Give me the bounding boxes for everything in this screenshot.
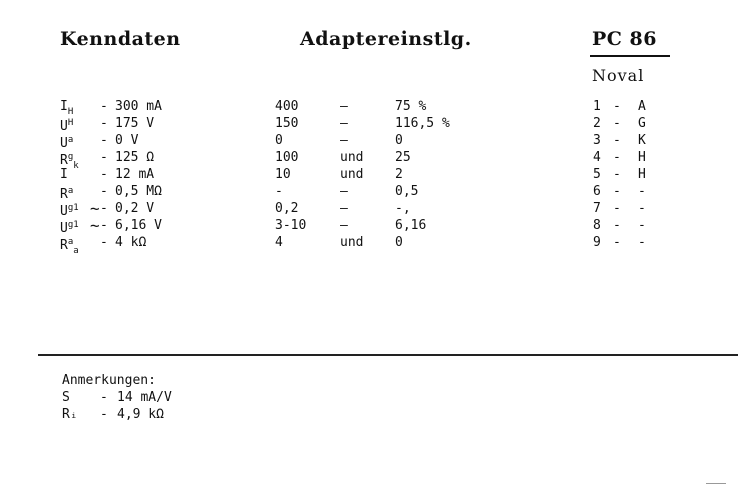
adapter-setting-2: 116,5 % bbox=[395, 116, 450, 131]
adapter-connector: und bbox=[340, 150, 364, 165]
note-equals: - bbox=[100, 390, 108, 405]
adapter-setting-1: 4 bbox=[275, 235, 283, 250]
parameter-row bbox=[0, 115, 750, 132]
symbol-superscript: g bbox=[67, 152, 74, 162]
pin-number: 8 bbox=[593, 218, 601, 233]
socket-type: Noval bbox=[592, 66, 645, 85]
adapter-connector: und bbox=[340, 235, 364, 250]
parameter-row bbox=[0, 166, 750, 183]
parameter-value: 6,16 V bbox=[115, 218, 162, 233]
symbol-base: U bbox=[60, 204, 68, 219]
adapter-connector: — bbox=[340, 218, 348, 233]
pin-number: 6 bbox=[593, 184, 601, 199]
pin-number: 2 bbox=[593, 116, 601, 131]
pin-label: A bbox=[638, 99, 646, 114]
adapter-setting-1: 150 bbox=[275, 116, 299, 131]
pin-label: H bbox=[638, 150, 646, 165]
adapter-setting-1: 400 bbox=[275, 99, 299, 114]
symbol-base: R bbox=[60, 238, 68, 253]
adapter-setting-1: 100 bbox=[275, 150, 299, 165]
adapter-setting-2: 6,16 bbox=[395, 218, 427, 233]
parameter-row bbox=[0, 200, 750, 217]
parameter-value: 4 kΩ bbox=[115, 235, 147, 250]
adapter-setting-2: 25 bbox=[395, 150, 411, 165]
note-value: 4,9 kΩ bbox=[117, 407, 164, 422]
symbol-base: U bbox=[60, 119, 68, 134]
pin-label: K bbox=[638, 133, 646, 148]
parameter-value: 125 Ω bbox=[115, 150, 155, 165]
symbol-subscript: H bbox=[67, 107, 74, 117]
pin-equals: - bbox=[613, 167, 621, 182]
symbol-base: U bbox=[60, 136, 68, 151]
heading-tube-type: PC 86 bbox=[592, 28, 657, 50]
symbol-superscript: g1 bbox=[67, 220, 79, 230]
adapter-setting-1: 10 bbox=[275, 167, 291, 182]
section-divider bbox=[38, 354, 738, 356]
adapter-setting-1: 0,2 bbox=[275, 201, 299, 216]
tube-type-underline bbox=[590, 55, 670, 57]
symbol-superscript: a bbox=[67, 186, 74, 196]
pin-equals: - bbox=[613, 201, 621, 216]
equals-sign: - bbox=[100, 167, 108, 182]
pin-number: 4 bbox=[593, 150, 601, 165]
pin-equals: - bbox=[613, 235, 621, 250]
pin-label: - bbox=[638, 218, 646, 233]
notes-title: Anmerkungen: bbox=[62, 373, 156, 388]
parameter-row bbox=[0, 98, 750, 115]
pin-equals: - bbox=[613, 150, 621, 165]
equals-sign: - bbox=[100, 116, 108, 131]
equals-sign: - bbox=[100, 218, 108, 233]
parameter-row bbox=[0, 132, 750, 149]
ac-tilde: ~ bbox=[90, 199, 100, 218]
adapter-setting-2: 0 bbox=[395, 235, 403, 250]
equals-sign: - bbox=[100, 184, 108, 199]
pin-equals: - bbox=[613, 184, 621, 199]
pin-number: 7 bbox=[593, 201, 601, 216]
pin-label: - bbox=[638, 184, 646, 199]
parameter-row bbox=[0, 183, 750, 200]
note-value: 14 mA/V bbox=[117, 390, 172, 405]
equals-sign: - bbox=[100, 150, 108, 165]
symbol-base: R bbox=[60, 153, 68, 168]
adapter-setting-1: 0 bbox=[275, 133, 283, 148]
adapter-connector: — bbox=[340, 99, 348, 114]
parameter-value: 300 mA bbox=[115, 99, 162, 114]
equals-sign: - bbox=[100, 133, 108, 148]
equals-sign: - bbox=[100, 99, 108, 114]
adapter-setting-1: 3-10 bbox=[275, 218, 307, 233]
parameter-row bbox=[0, 234, 750, 256]
pin-equals: - bbox=[613, 99, 621, 114]
pin-equals: - bbox=[613, 116, 621, 131]
ac-tilde: ~ bbox=[90, 216, 100, 235]
symbol-base: I bbox=[60, 167, 68, 182]
symbol-superscript: a bbox=[67, 135, 74, 145]
note-equals: - bbox=[100, 407, 108, 422]
symbol-base: R bbox=[60, 187, 68, 202]
pin-number: 1 bbox=[593, 99, 601, 114]
equals-sign: - bbox=[100, 201, 108, 216]
heading-kenndaten: Kenndaten bbox=[60, 28, 181, 50]
adapter-setting-2: 0,5 bbox=[395, 184, 419, 199]
parameter-row bbox=[0, 149, 750, 171]
parameter-value: 0,5 MΩ bbox=[115, 184, 162, 199]
pin-number: 9 bbox=[593, 235, 601, 250]
adapter-setting-2: 0 bbox=[395, 133, 403, 148]
symbol-subscript: a bbox=[73, 246, 79, 256]
adapter-setting-1: - bbox=[275, 184, 283, 199]
pin-number: 3 bbox=[593, 133, 601, 148]
symbol-subscript: k bbox=[73, 161, 79, 171]
pin-equals: - bbox=[613, 218, 621, 233]
parameter-symbol bbox=[60, 234, 79, 260]
parameter-value: 175 V bbox=[115, 116, 155, 131]
equals-sign: - bbox=[100, 235, 108, 250]
parameter-value: 12 mA bbox=[115, 167, 155, 182]
adapter-connector: und bbox=[340, 167, 364, 182]
parameter-value: 0 V bbox=[115, 133, 139, 148]
pin-label: G bbox=[638, 116, 646, 131]
pin-label: - bbox=[638, 201, 646, 216]
adapter-connector: — bbox=[340, 184, 348, 199]
adapter-setting-2: 75 % bbox=[395, 99, 427, 114]
note-symbol: S bbox=[62, 390, 70, 405]
symbol-superscript: g1 bbox=[67, 203, 79, 213]
adapter-connector: — bbox=[340, 201, 348, 216]
parameter-row bbox=[0, 217, 750, 234]
pin-label: H bbox=[638, 167, 646, 182]
pin-number: 5 bbox=[593, 167, 601, 182]
note-symbol: Rᵢ bbox=[62, 407, 78, 422]
stray-mark bbox=[706, 483, 726, 484]
parameter-symbol bbox=[60, 166, 68, 183]
symbol-superscript: H bbox=[67, 118, 74, 128]
symbol-base: U bbox=[60, 221, 68, 236]
adapter-setting-2: -, bbox=[395, 201, 411, 216]
pin-equals: - bbox=[613, 133, 621, 148]
symbol-superscript: a bbox=[67, 237, 74, 247]
parameter-table bbox=[0, 98, 750, 256]
adapter-setting-2: 2 bbox=[395, 167, 403, 182]
adapter-connector: — bbox=[340, 133, 348, 148]
pin-label: - bbox=[638, 235, 646, 250]
adapter-connector: — bbox=[340, 116, 348, 131]
symbol-base: I bbox=[60, 99, 68, 114]
heading-adaptereinstellung: Adaptereinstlg. bbox=[300, 28, 472, 50]
parameter-value: 0,2 V bbox=[115, 201, 155, 216]
